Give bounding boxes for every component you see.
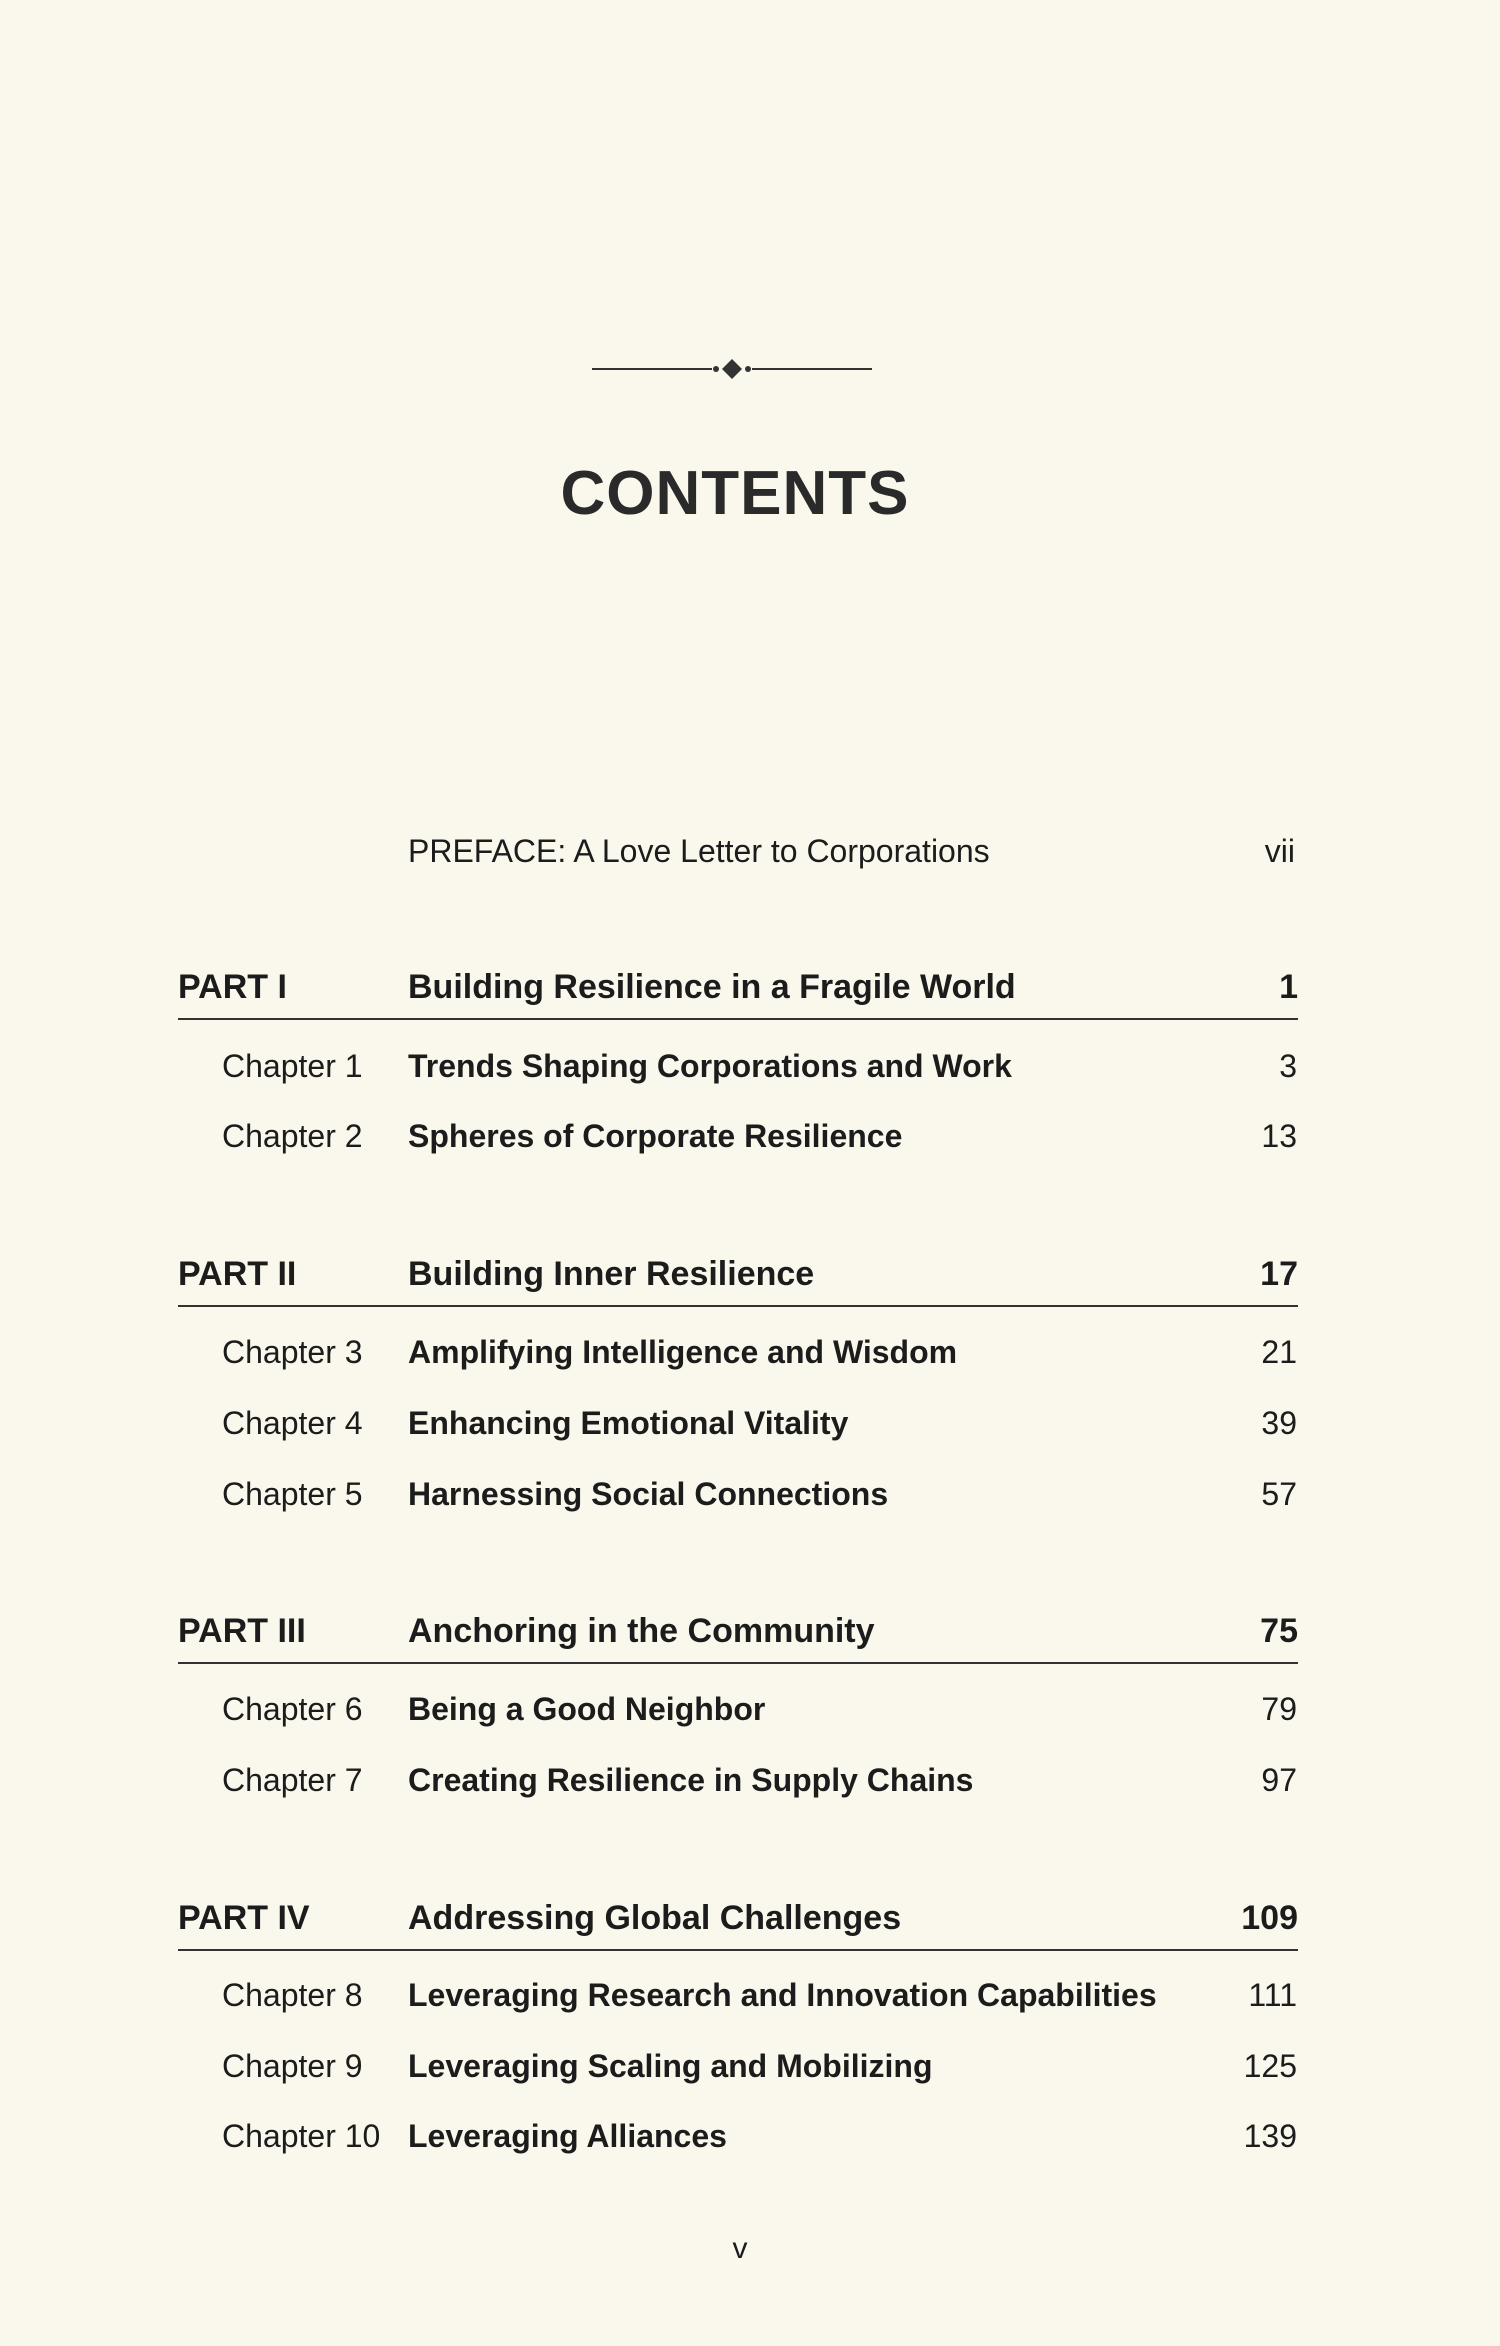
chapter-label: Chapter 8 — [222, 1977, 363, 2013]
preface-page-number: vii — [1264, 833, 1295, 869]
chapter-label: Chapter 2 — [222, 1118, 363, 1154]
part-heading — [178, 968, 1298, 1048]
part-title: Building Resilience in a Fragile World — [408, 968, 1016, 1006]
part-heading — [178, 1255, 1298, 1335]
chapter-entry — [0, 1762, 1500, 1812]
part-rule — [178, 1305, 1298, 1307]
page-number-footer: v — [732, 2232, 748, 2265]
chapter-entry — [0, 1118, 1500, 1168]
part-heading — [178, 1612, 1298, 1692]
page-title: CONTENTS — [560, 459, 910, 528]
chapter-title: Being a Good Neighbor — [408, 1691, 766, 1727]
part-title: Building Inner Resilience — [408, 1255, 815, 1293]
part-rule — [178, 1018, 1298, 1020]
chapter-entry — [0, 1334, 1500, 1384]
chapter-title: Leveraging Alliances — [408, 2118, 727, 2154]
part-page-number: 75 — [1260, 1612, 1298, 1650]
chapter-label: Chapter 5 — [222, 1476, 363, 1512]
chapter-label: Chapter 9 — [222, 2048, 363, 2084]
chapter-label: Chapter 6 — [222, 1691, 363, 1727]
part-label: PART I — [178, 968, 287, 1006]
chapter-label: Chapter 7 — [222, 1762, 363, 1798]
chapter-title: Leveraging Scaling and Mobilizing — [408, 2048, 933, 2084]
chapter-page-number: 3 — [1279, 1048, 1297, 1084]
part-label: PART II — [178, 1255, 297, 1293]
part-title: Anchoring in the Community — [408, 1612, 875, 1650]
chapter-title: Amplifying Intelligence and Wisdom — [408, 1334, 958, 1370]
chapter-page-number: 39 — [1261, 1405, 1297, 1441]
chapter-page-number: 21 — [1261, 1334, 1297, 1370]
chapter-title: Harnessing Social Connections — [408, 1476, 889, 1512]
part-title: Addressing Global Challenges — [408, 1899, 902, 1937]
chapter-label: Chapter 1 — [222, 1048, 363, 1084]
chapter-page-number: 79 — [1261, 1691, 1297, 1727]
chapter-entry — [0, 1977, 1500, 2027]
chapter-label: Chapter 4 — [222, 1405, 363, 1441]
chapter-page-number: 57 — [1261, 1476, 1297, 1512]
part-rule — [178, 1949, 1298, 1951]
part-label: PART III — [178, 1612, 306, 1650]
chapter-entry — [0, 2118, 1500, 2168]
chapter-entry — [0, 2048, 1500, 2098]
chapter-entry — [0, 1476, 1500, 1526]
chapter-page-number: 125 — [1243, 2048, 1297, 2084]
chapter-label: Chapter 3 — [222, 1334, 363, 1370]
chapter-title: Spheres of Corporate Resilience — [408, 1118, 903, 1154]
chapter-label: Chapter 10 — [222, 2118, 381, 2154]
chapter-page-number: 139 — [1243, 2118, 1297, 2154]
part-label: PART IV — [178, 1899, 310, 1937]
part-page-number: 109 — [1241, 1899, 1298, 1937]
chapter-entry — [0, 1048, 1500, 1098]
chapter-title: Trends Shaping Corporations and Work — [408, 1048, 1012, 1084]
chapter-page-number: 97 — [1261, 1762, 1297, 1798]
part-heading — [178, 1899, 1298, 1979]
chapter-entry — [0, 1405, 1500, 1455]
chapter-page-number: 111 — [1248, 1977, 1297, 2013]
chapter-title: Leveraging Research and Innovation Capabilities — [408, 1977, 1157, 2013]
ornament-divider — [592, 354, 872, 384]
preface-title: PREFACE: A Love Letter to Corporations — [408, 833, 990, 869]
part-page-number: 1 — [1279, 968, 1298, 1006]
chapter-page-number: 13 — [1261, 1118, 1297, 1154]
chapter-title: Creating Resilience in Supply Chains — [408, 1762, 974, 1798]
chapter-entry — [0, 1691, 1500, 1741]
part-page-number: 17 — [1260, 1255, 1298, 1293]
chapter-title: Enhancing Emotional Vitality — [408, 1405, 849, 1441]
part-rule — [178, 1662, 1298, 1664]
